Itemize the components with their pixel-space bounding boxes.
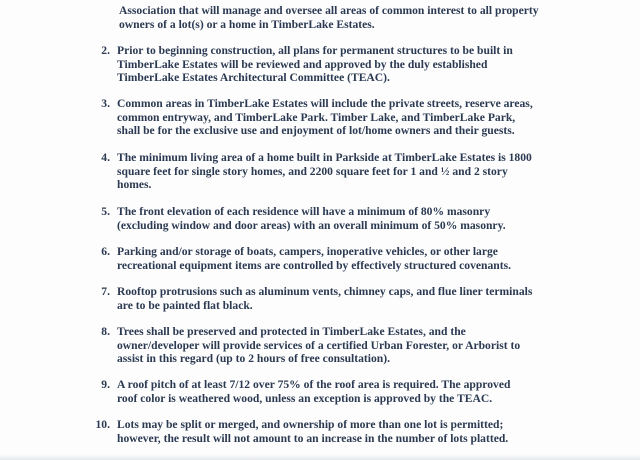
text-line: The front elevation of each residence will have a minimum of 80% masonry: [117, 205, 491, 218]
item-text: [117, 378, 637, 405]
page-bottom-edge: [0, 454, 640, 460]
text-line: homes.: [117, 178, 152, 191]
item-text: [117, 245, 637, 272]
text-line: owners of a lot(s) or a home in TimberLake Estates.: [119, 17, 375, 31]
item-text: [117, 205, 637, 232]
text-line: roof color is weathered wood, unless an exception is approved by the TEAC.: [117, 391, 493, 405]
text-line: Trees shall be preserved and protected in TimberLake Estates, and the: [117, 325, 466, 338]
item-text: [117, 97, 637, 138]
item-text: [117, 44, 637, 85]
text-line: (excluding window and door areas) with an overall minimum of 50% masonry.: [117, 218, 506, 232]
text-line: shall be for the exclusive use and enjoyment of lot/home owners and their guests.: [117, 124, 515, 137]
item-number: 8.: [101, 325, 110, 338]
text-line: owner/developer will provide services of a certified Urban Forester, or Arborist to: [117, 338, 521, 352]
item-number: 2.: [101, 44, 110, 57]
text-line: Association that will manage and oversee all areas of common interest to all property: [119, 4, 539, 17]
item-number: 9.: [101, 378, 110, 391]
item-number: 5.: [101, 205, 110, 218]
text-line: however, the result will not amount to an increase in the number of lots platted.: [117, 431, 509, 445]
item-number: 10.: [95, 418, 110, 431]
text-line: Rooftop protrusions such as aluminum vents, chimney caps, and flue liner terminals: [117, 285, 533, 298]
text-line: recreational equipment items are controlled by effectively structured covenants.: [117, 258, 512, 272]
text-line: TimberLake Estates Architectural Committee (TEAC).: [117, 71, 390, 84]
text-line: The minimum living area of a home built in Parkside at TimberLake Estates is 1800: [117, 151, 532, 164]
intro-text: [119, 4, 639, 31]
item-number: 6.: [101, 245, 110, 258]
text-line: A roof pitch of at least 7/12 over 75% of the roof area is required. The approved: [117, 378, 511, 391]
item-number: 7.: [101, 285, 110, 298]
text-line: Common areas in TimberLake Estates will include the private streets, reserve areas,: [117, 97, 533, 110]
text-line: Parking and/or storage of boats, campers, inoperative vehicles, or other large: [117, 245, 498, 258]
text-line: square feet for single story homes, and 2200 square feet for 1 and ½ and 2 story: [117, 164, 508, 178]
text-line: common entryway, and TimberLake Park. Timber Lake, and TimberLake Park,: [117, 110, 516, 124]
text-line: assist in this regard (up to 2 hours of free consultation).: [117, 352, 391, 365]
text-line: TimberLake Estates will be reviewed and approved by the duly established: [117, 57, 488, 71]
item-text: [117, 285, 637, 312]
item-number: 3.: [101, 97, 110, 110]
item-text: [117, 325, 637, 366]
item-text: [117, 151, 637, 192]
text-line: Prior to beginning construction, all plans for permanent structures to be built in: [117, 44, 513, 57]
text-line: Lots may be split or merged, and ownership of more than one lot is permitted;: [117, 418, 504, 431]
item-number: 4.: [101, 151, 110, 164]
text-line: are to be painted flat black.: [117, 298, 253, 312]
item-text: [117, 418, 637, 445]
